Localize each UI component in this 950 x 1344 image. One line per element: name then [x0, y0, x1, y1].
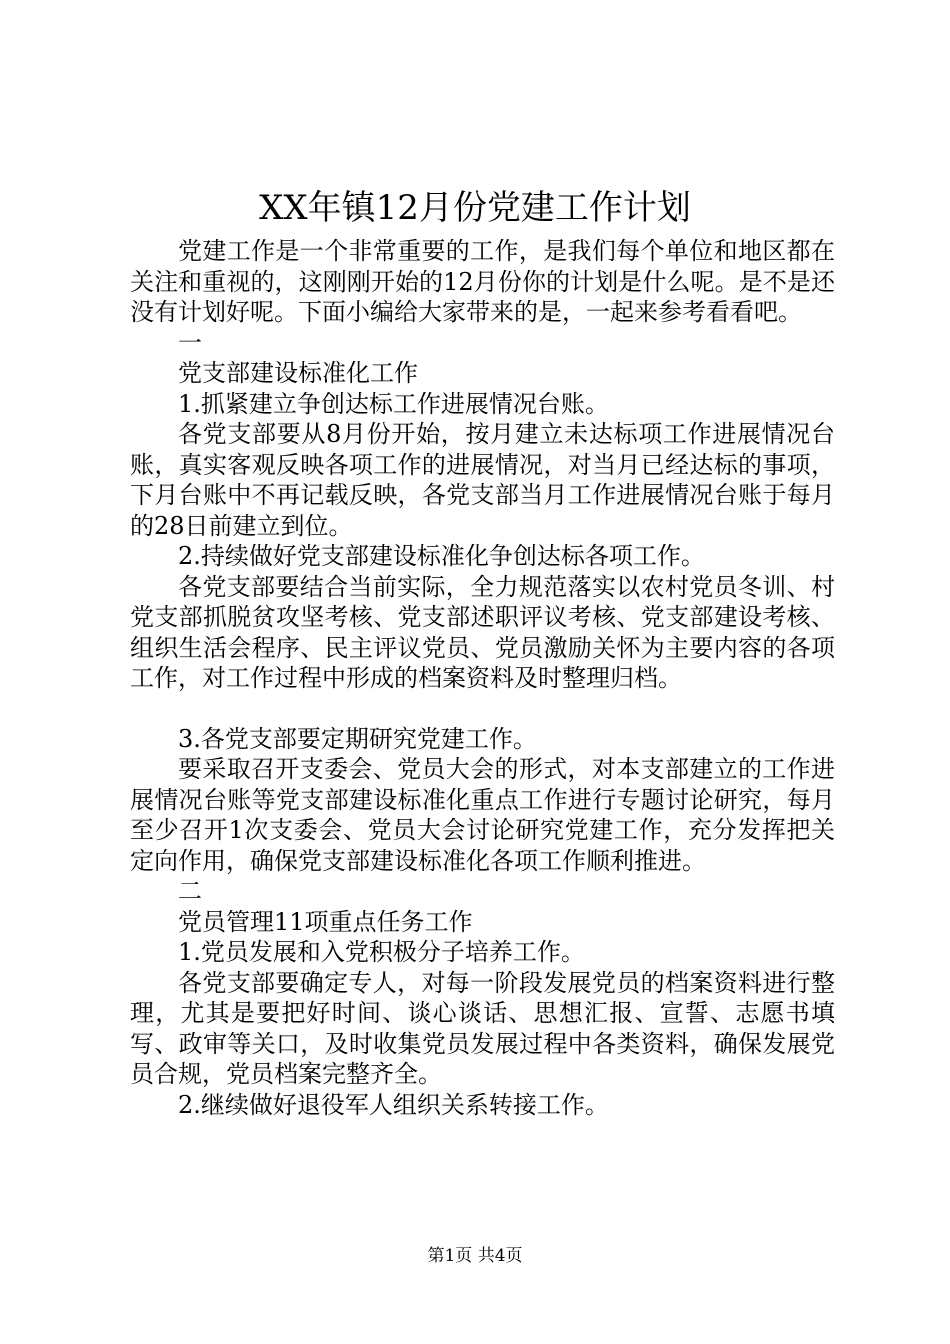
body-paragraph: 各党支部要确定专人，对每一阶段发展党员的档案资料进行整理，尤其是要把好时间、谈心谈话、思想汇报、宣誓、志愿书填写、政审等关口，及时收集党员发展过程中各类资料，确保发展党员合规，党员档案完整齐全。: [130, 968, 835, 1088]
item-heading: 2.继续做好退役军人组织关系转接工作。: [178, 1090, 609, 1119]
section-number-one: 一: [178, 328, 202, 357]
item-heading: 2.持续做好党支部建设标准化争创达标各项工作。: [178, 542, 705, 570]
body-paragraph: 各党支部要结合当前实际，全力规范落实以农村党员冬训、村党支部抓脱贫攻坚考核、党支部述职评议考核、党支部建设考核、组织生活会程序、民主评议党员、党员激励关怀为主要内容的各项工作，对工作过程中形成的档案资料及时整理归档。: [130, 572, 835, 692]
section-number-two: 二: [178, 877, 202, 905]
intro-paragraph: 党建工作是一个非常重要的工作，是我们每个单位和地区都在关注和重视的，这刚刚开始的12月份你的计划是什么呢。是不是还没有计划好呢。下面小编给大家带来的是，一起来参考看看吧。: [130, 237, 835, 326]
body-paragraph: 各党支部要从8月份开始，按月建立未达标项工作进展情况台账，真实客观反映各项工作的进展情况，对当月已经达标的事项，下月台账中不再记载反映，各党支部当月工作进展情况台账于每月的28日前建立到位。: [130, 420, 835, 540]
document-title: XX年镇12月份党建工作计划: [259, 188, 691, 228]
body-paragraph: 要采取召开支委会、党员大会的形式，对本支部建立的工作进展情况台账等党支部建设标准化重点工作进行专题讨论研究，每月至少召开1次支委会、党员大会讨论研究党建工作，充分发挥把关定向作用，确保党支部建设标准化各项工作顺利推进。: [130, 755, 835, 875]
section-heading-two: 党员管理11项重点任务工作: [178, 907, 473, 936]
item-heading: 1.党员发展和入党积极分子培养工作。: [178, 938, 585, 966]
item-heading: 3.各党支部要定期研究党建工作。: [178, 724, 537, 753]
section-heading-one: 党支部建设标准化工作: [178, 359, 418, 387]
page-footer: 第1页 共4页: [427, 1246, 523, 1266]
item-heading: 1.抓紧建立争创达标工作进展情况台账。: [178, 389, 609, 418]
document-body: [130, 236, 835, 1120]
